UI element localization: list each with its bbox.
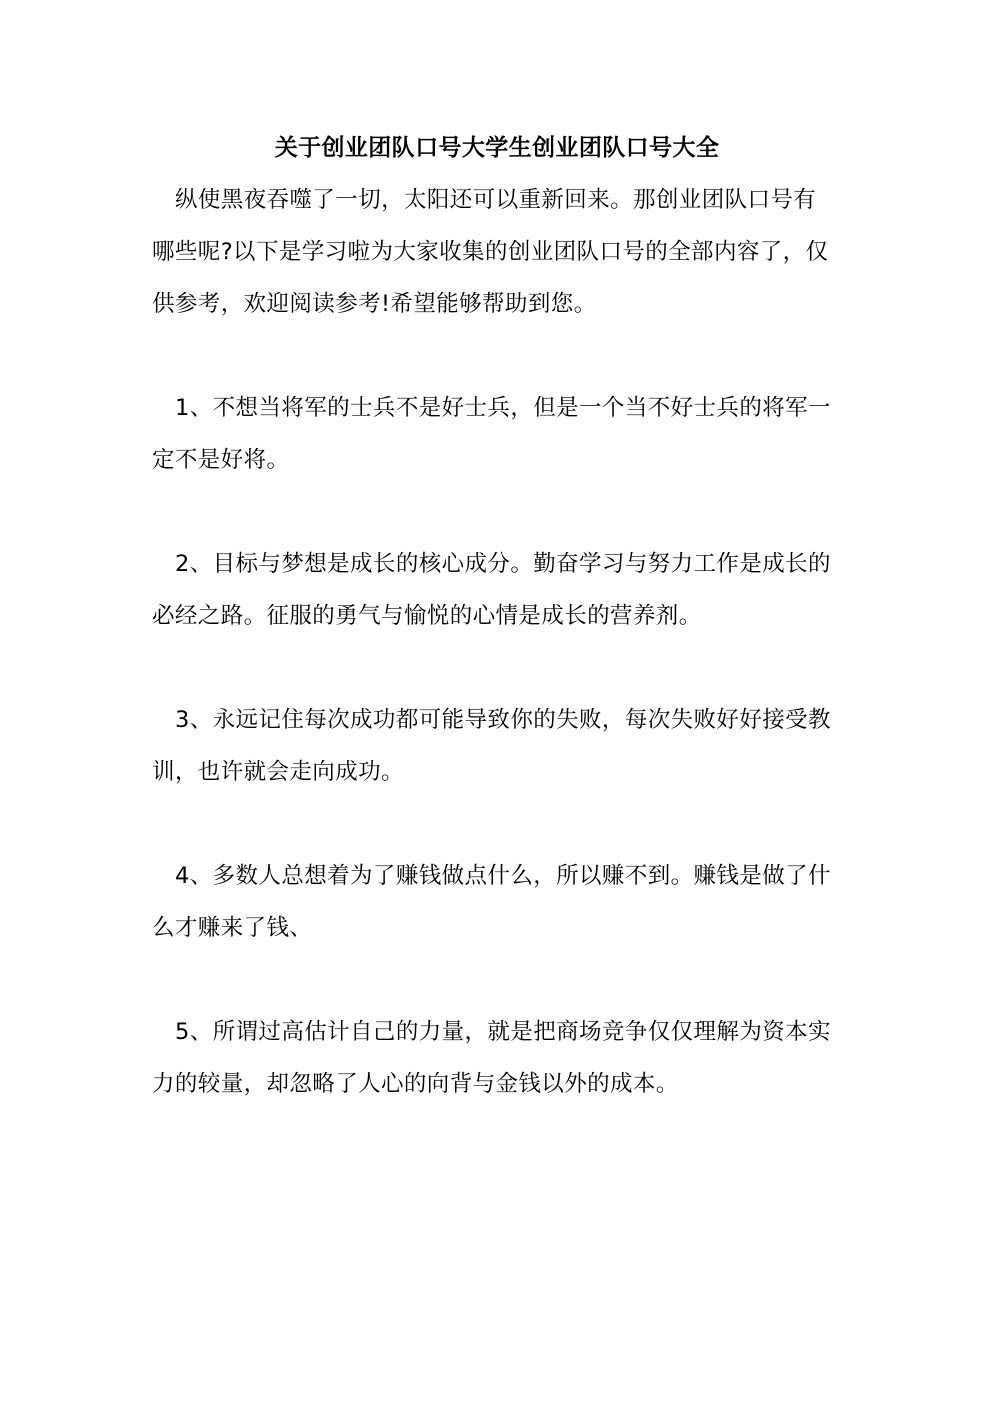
slogan-item-5: [152, 1006, 842, 1110]
slogan-item-3: [152, 694, 842, 798]
intro-line: 纵使黑夜吞噬了一切，太阳还可以重新回来。那创业团队口号有: [175, 187, 817, 213]
document-title: 关于创业团队口号大学生创业团队口号大全: [274, 135, 720, 161]
item-line: 2、目标与梦想是成长的核心成分。勤奋学习与努力工作是成长的: [175, 551, 831, 577]
item-line: 定不是好将。: [152, 447, 290, 473]
item-line: 么才赚来了钱、: [152, 915, 313, 941]
item-line: 4、多数人总想着为了赚钱做点什么，所以赚不到。赚钱是做了什: [175, 863, 831, 889]
intro-line: 供参考，欢迎阅读参考!希望能够帮助到您。: [152, 291, 597, 317]
slogan-item-2: [152, 538, 842, 642]
slogan-item-1: [152, 382, 842, 486]
item-line: 5、所谓过高估计自己的力量，就是把商场竞争仅仅理解为资本实: [175, 1019, 831, 1045]
item-line: 1、不想当将军的士兵不是好士兵，但是一个当不好士兵的将军一: [175, 395, 831, 421]
item-line: 3、永远记住每次成功都可能导致你的失败，每次失败好好接受教: [175, 707, 831, 733]
item-line: 训，也许就会走向成功。: [152, 759, 404, 785]
item-line: 力的较量，却忽略了人心的向背与金钱以外的成本。: [152, 1071, 679, 1097]
document-page: [152, 122, 842, 1110]
intro-paragraph: [152, 174, 842, 330]
intro-line: 哪些呢?以下是学习啦为大家收集的创业团队口号的全部内容了，仅: [152, 239, 829, 265]
slogan-item-4: [152, 850, 842, 954]
item-line: 必经之路。征服的勇气与愉悦的心情是成长的营养剂。: [152, 603, 702, 629]
